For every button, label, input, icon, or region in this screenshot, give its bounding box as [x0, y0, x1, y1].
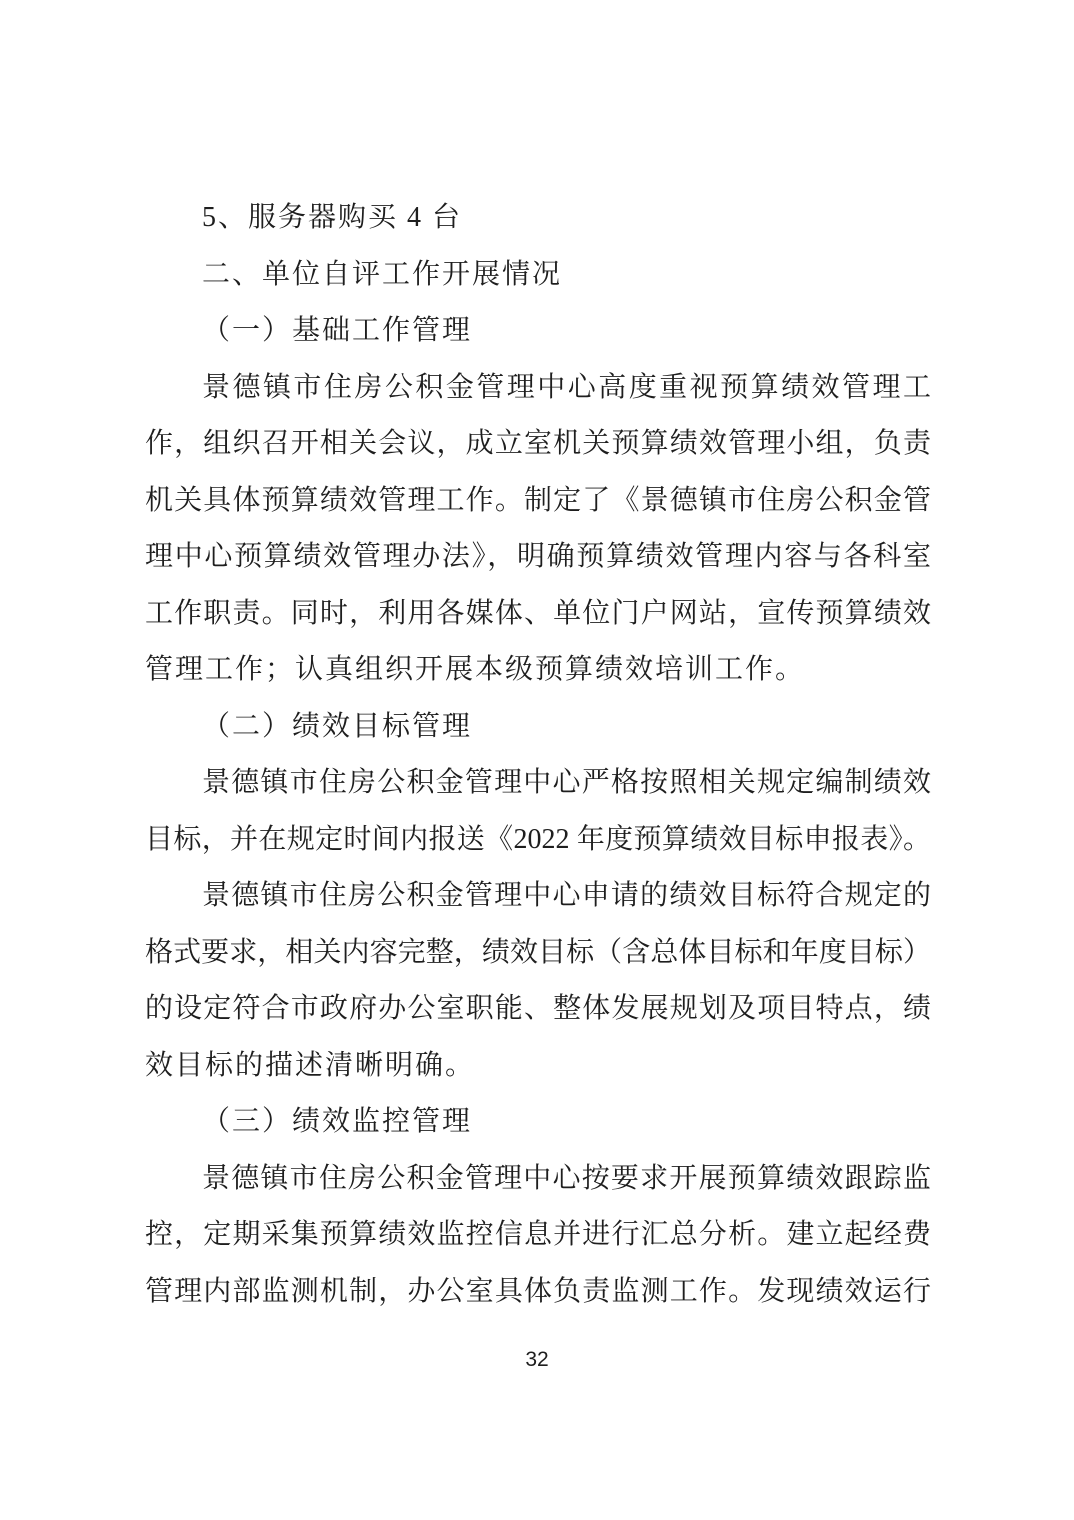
paragraph-line: 景德镇市住房公积金管理中心申请的绩效目标符合规定的: [202, 880, 931, 911]
paragraph-line: 目标，并在规定时间内报送《2022 年度预算绩效目标申报表》。: [145, 823, 931, 855]
paragraph-line: 景德镇市住房公积金管理中心严格按照相关规定编制绩效: [202, 767, 931, 798]
paragraph-line: 作，组织召开相关会议，成立室机关预算绩效管理小组，负责: [145, 428, 931, 459]
heading-subsection-two: （二）绩效目标管理: [202, 710, 473, 742]
heading-section-two: 二、单位自评工作开展情况: [202, 258, 563, 290]
paragraph-line: 工作职责。同时，利用各媒体、单位门户网站，宣传预算绩效: [145, 597, 931, 629]
paragraph-line: 格式要求，相关内容完整，绩效目标（含总体目标和年度目标）: [145, 936, 931, 968]
paragraph-line: 效目标的描述清晰明确。: [145, 1049, 476, 1081]
list-item-server-purchase: 5、服务器购买 4 台: [202, 202, 463, 233]
paragraph-line: 的设定符合市政府办公室职能、整体发展规划及项目特点，绩: [145, 993, 931, 1024]
paragraph-line: 景德镇市住房公积金管理中心高度重视预算绩效管理工: [202, 371, 931, 403]
paragraph-line: 管理工作；认真组织开展本级预算绩效培训工作。: [145, 654, 806, 685]
document-body: [145, 190, 931, 1320]
heading-subsection-three: （三）绩效监控管理: [202, 1106, 473, 1137]
paragraph-line: 理中心预算绩效管理办法》，明确预算绩效管理内容与各科室: [145, 541, 931, 572]
paragraph-line: 控，定期采集预算绩效监控信息并进行汇总分析。建立起经费: [145, 1219, 931, 1250]
paragraph-line: 机关具体预算绩效管理工作。制定了《景德镇市住房公积金管: [145, 484, 931, 516]
heading-subsection-one: （一）基础工作管理: [202, 315, 473, 346]
paragraph-line: 景德镇市住房公积金管理中心按要求开展预算绩效跟踪监: [202, 1162, 931, 1194]
page-number: 32: [525, 1348, 549, 1371]
paragraph-line: 管理内部监测机制，办公室具体负责监测工作。发现绩效运行: [145, 1275, 931, 1307]
